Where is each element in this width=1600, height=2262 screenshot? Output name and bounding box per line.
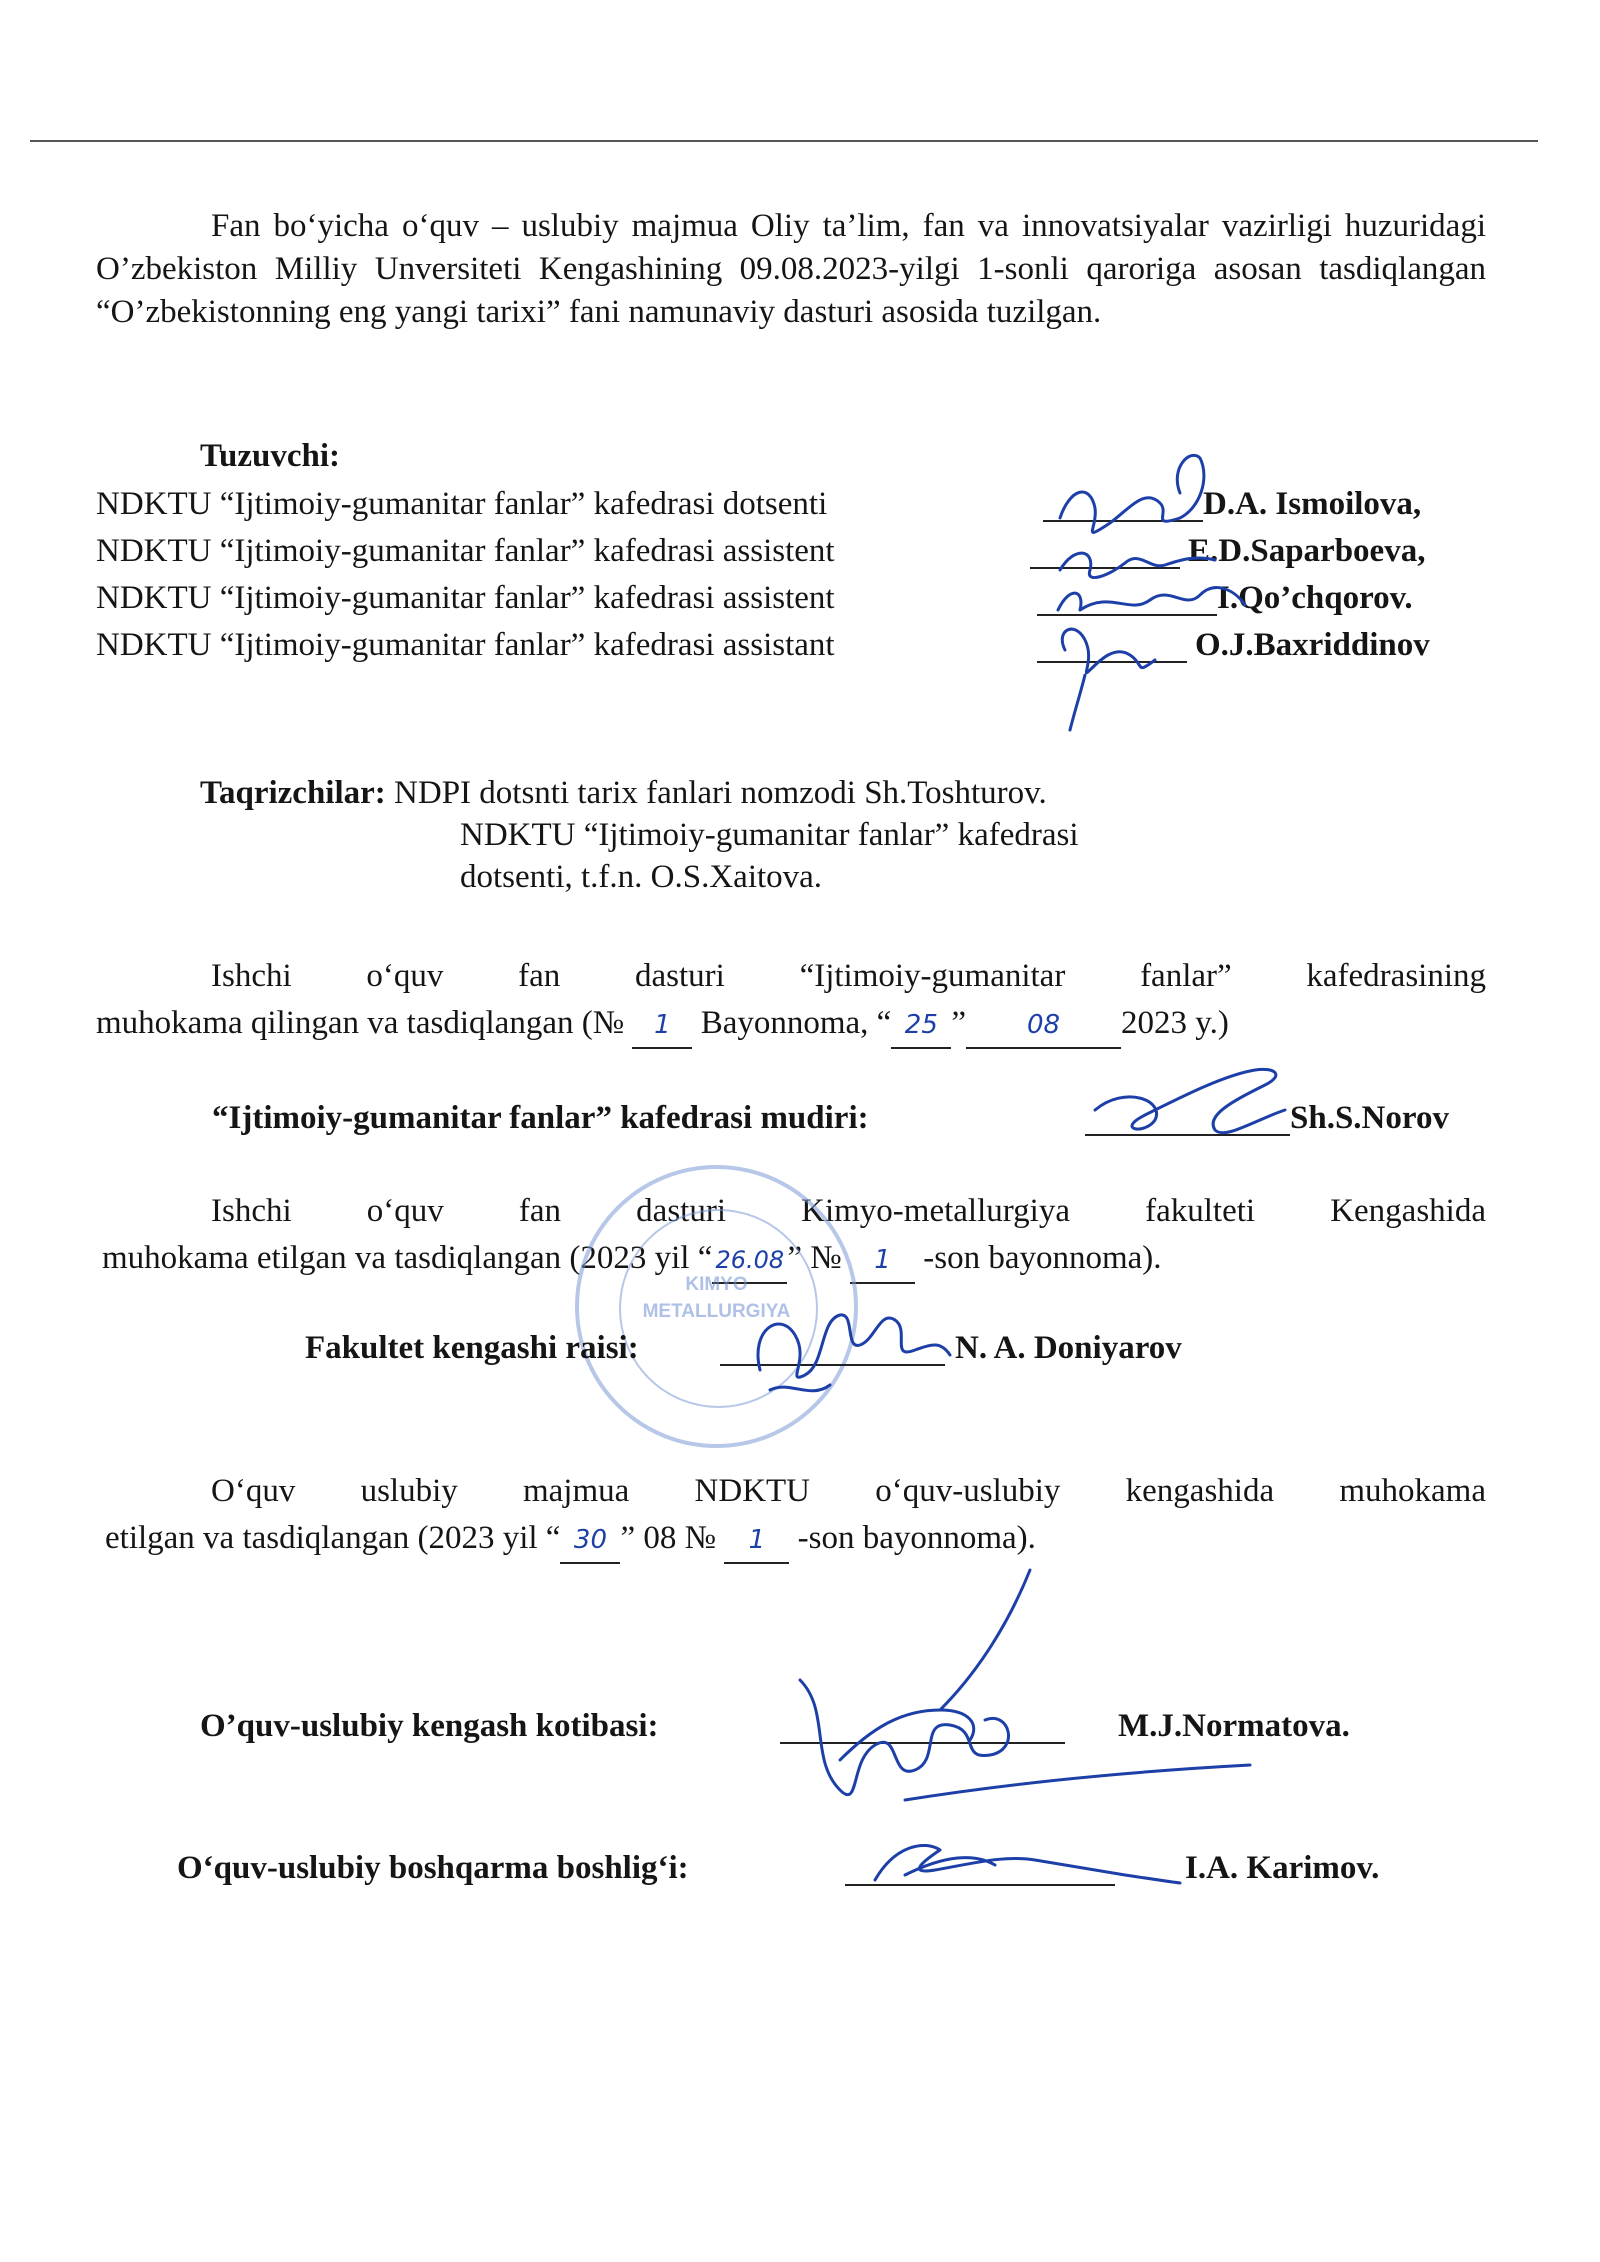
approval-3-prefix: etilgan va tasdiqlangan (2023 yil “ xyxy=(105,1520,561,1556)
approval-1-line-2 xyxy=(96,1002,1229,1049)
approval-3-number: 1 xyxy=(724,1519,789,1564)
approval-1-number: 1 xyxy=(632,1004,692,1049)
header-rule xyxy=(30,140,1538,142)
department-head-name: I.A. Karimov. xyxy=(1185,1850,1380,1886)
intro-paragraph: Fan bo‘yicha o‘quv – uslubiy majmua Oliy ta’lim, fan va innovatsiyalar vazirligi huzuridagi O’zbekiston Milliy Unversiteti Kengashining 09.08.2023-yilgi 1-sonli qaroriga asosan tasdiqlangan “O’zbekistonning eng yangi tarixi” fani namunaviy dasturi asosida tuzilgan. xyxy=(96,208,1486,330)
approval-1-prefix: muhokama qilingan va tasdiqlangan (№ xyxy=(96,1005,625,1041)
author-row-3-role: NDKTU “Ijtimoiy-gumanitar fanlar” kafedrasi assistent xyxy=(96,580,835,616)
approval-2-suffix: -son bayonnoma). xyxy=(923,1240,1162,1276)
author-row-4-role: NDKTU “Ijtimoiy-gumanitar fanlar” kafedrasi assistant xyxy=(96,627,835,663)
approval-2-date: 26.08 xyxy=(712,1239,787,1284)
approval-3-day: 30 xyxy=(560,1519,620,1564)
author-row-4-name: O.J.Baxriddinov xyxy=(1195,627,1430,663)
approval-3-line-2 xyxy=(105,1517,1036,1564)
faculty-chair-signature xyxy=(740,1290,960,1420)
head-of-department-name: Sh.S.Norov xyxy=(1290,1100,1449,1136)
faculty-chair-name: N. A. Doniyarov xyxy=(955,1330,1182,1366)
approval-3-line-1: O‘quv uslubiy majmua NDKTU o‘quv-uslubiy kengashida muhokama xyxy=(211,1473,1486,1509)
faculty-chair-label: Fakultet kengashi raisi: xyxy=(305,1330,639,1366)
author-row-2-role: NDKTU “Ijtimoiy-gumanitar fanlar” kafedrasi assistent xyxy=(96,533,835,569)
reviewer-2-line-1: NDKTU “Ijtimoiy-gumanitar fanlar” kafedrasi xyxy=(460,817,1079,853)
author-row-2-name: E.D.Saparboeva, xyxy=(1188,533,1426,569)
author-signature-4 xyxy=(1045,610,1175,740)
reviewer-2-line-2: dotsenti, t.f.n. O.S.Xaitova. xyxy=(460,859,823,895)
secretary-name: M.J.Normatova. xyxy=(1118,1708,1350,1744)
approval-2-number: 1 xyxy=(850,1239,915,1284)
approval-1-bayonnoma: Bayonnoma, “ xyxy=(700,1005,892,1041)
reviewer-1-line: NDPI dotsnti tarix fanlari nomzodi Sh.Toshturov. xyxy=(394,775,1047,811)
secretary-label: O’quv-uslubiy kengash kotibasi: xyxy=(200,1708,659,1744)
department-head-signature xyxy=(865,1825,1185,1895)
approval-1-line-1: Ishchi o‘quv fan dasturi “Ijtimoiy-gumanitar fanlar” kafedrasining xyxy=(211,958,1486,994)
approval-2-line-1: Ishchi o‘quv fan dasturi Kimyo-metallurgiya fakulteti Kengashida xyxy=(211,1193,1486,1229)
faculty-stamp-line-1: KIMYO xyxy=(685,1274,748,1295)
approval-1-day: 25 xyxy=(891,1004,951,1049)
approval-2-prefix: muhokama etilgan va tasdiqlangan (2023 yil “ xyxy=(102,1240,713,1276)
authors-heading: Tuzuvchi: xyxy=(200,438,340,474)
approval-3-mid: ” 08 № xyxy=(620,1520,717,1556)
approval-3-suffix: -son bayonnoma). xyxy=(797,1520,1036,1556)
author-row-1-role: NDKTU “Ijtimoiy-gumanitar fanlar” kafedrasi dotsenti xyxy=(96,486,828,522)
approval-2-mid: ” № xyxy=(787,1240,842,1276)
author-row-1-name: D.A. Ismoilova, xyxy=(1203,486,1422,522)
secretary-signature-tail xyxy=(900,1760,1260,1810)
head-of-department-label: “Ijtimoiy-gumanitar fanlar” kafedrasi mudiri: xyxy=(212,1100,869,1136)
reviewers-heading: Taqrizchilar: xyxy=(200,775,386,811)
approval-1-quote: ” xyxy=(951,1005,966,1041)
head-of-department-signature xyxy=(1085,1055,1315,1145)
faculty-stamp-line-2: METALLURGIYA xyxy=(642,1301,791,1322)
reviewers-block xyxy=(200,772,1047,815)
author-row-3-name: I.Qo’chqorov. xyxy=(1217,580,1413,616)
approval-1-month: 08 xyxy=(966,1004,1121,1049)
approval-1-year: 2023 y.) xyxy=(1120,1005,1229,1041)
department-head-label: O‘quv-uslubiy boshqarma boshlig‘i: xyxy=(177,1850,689,1886)
